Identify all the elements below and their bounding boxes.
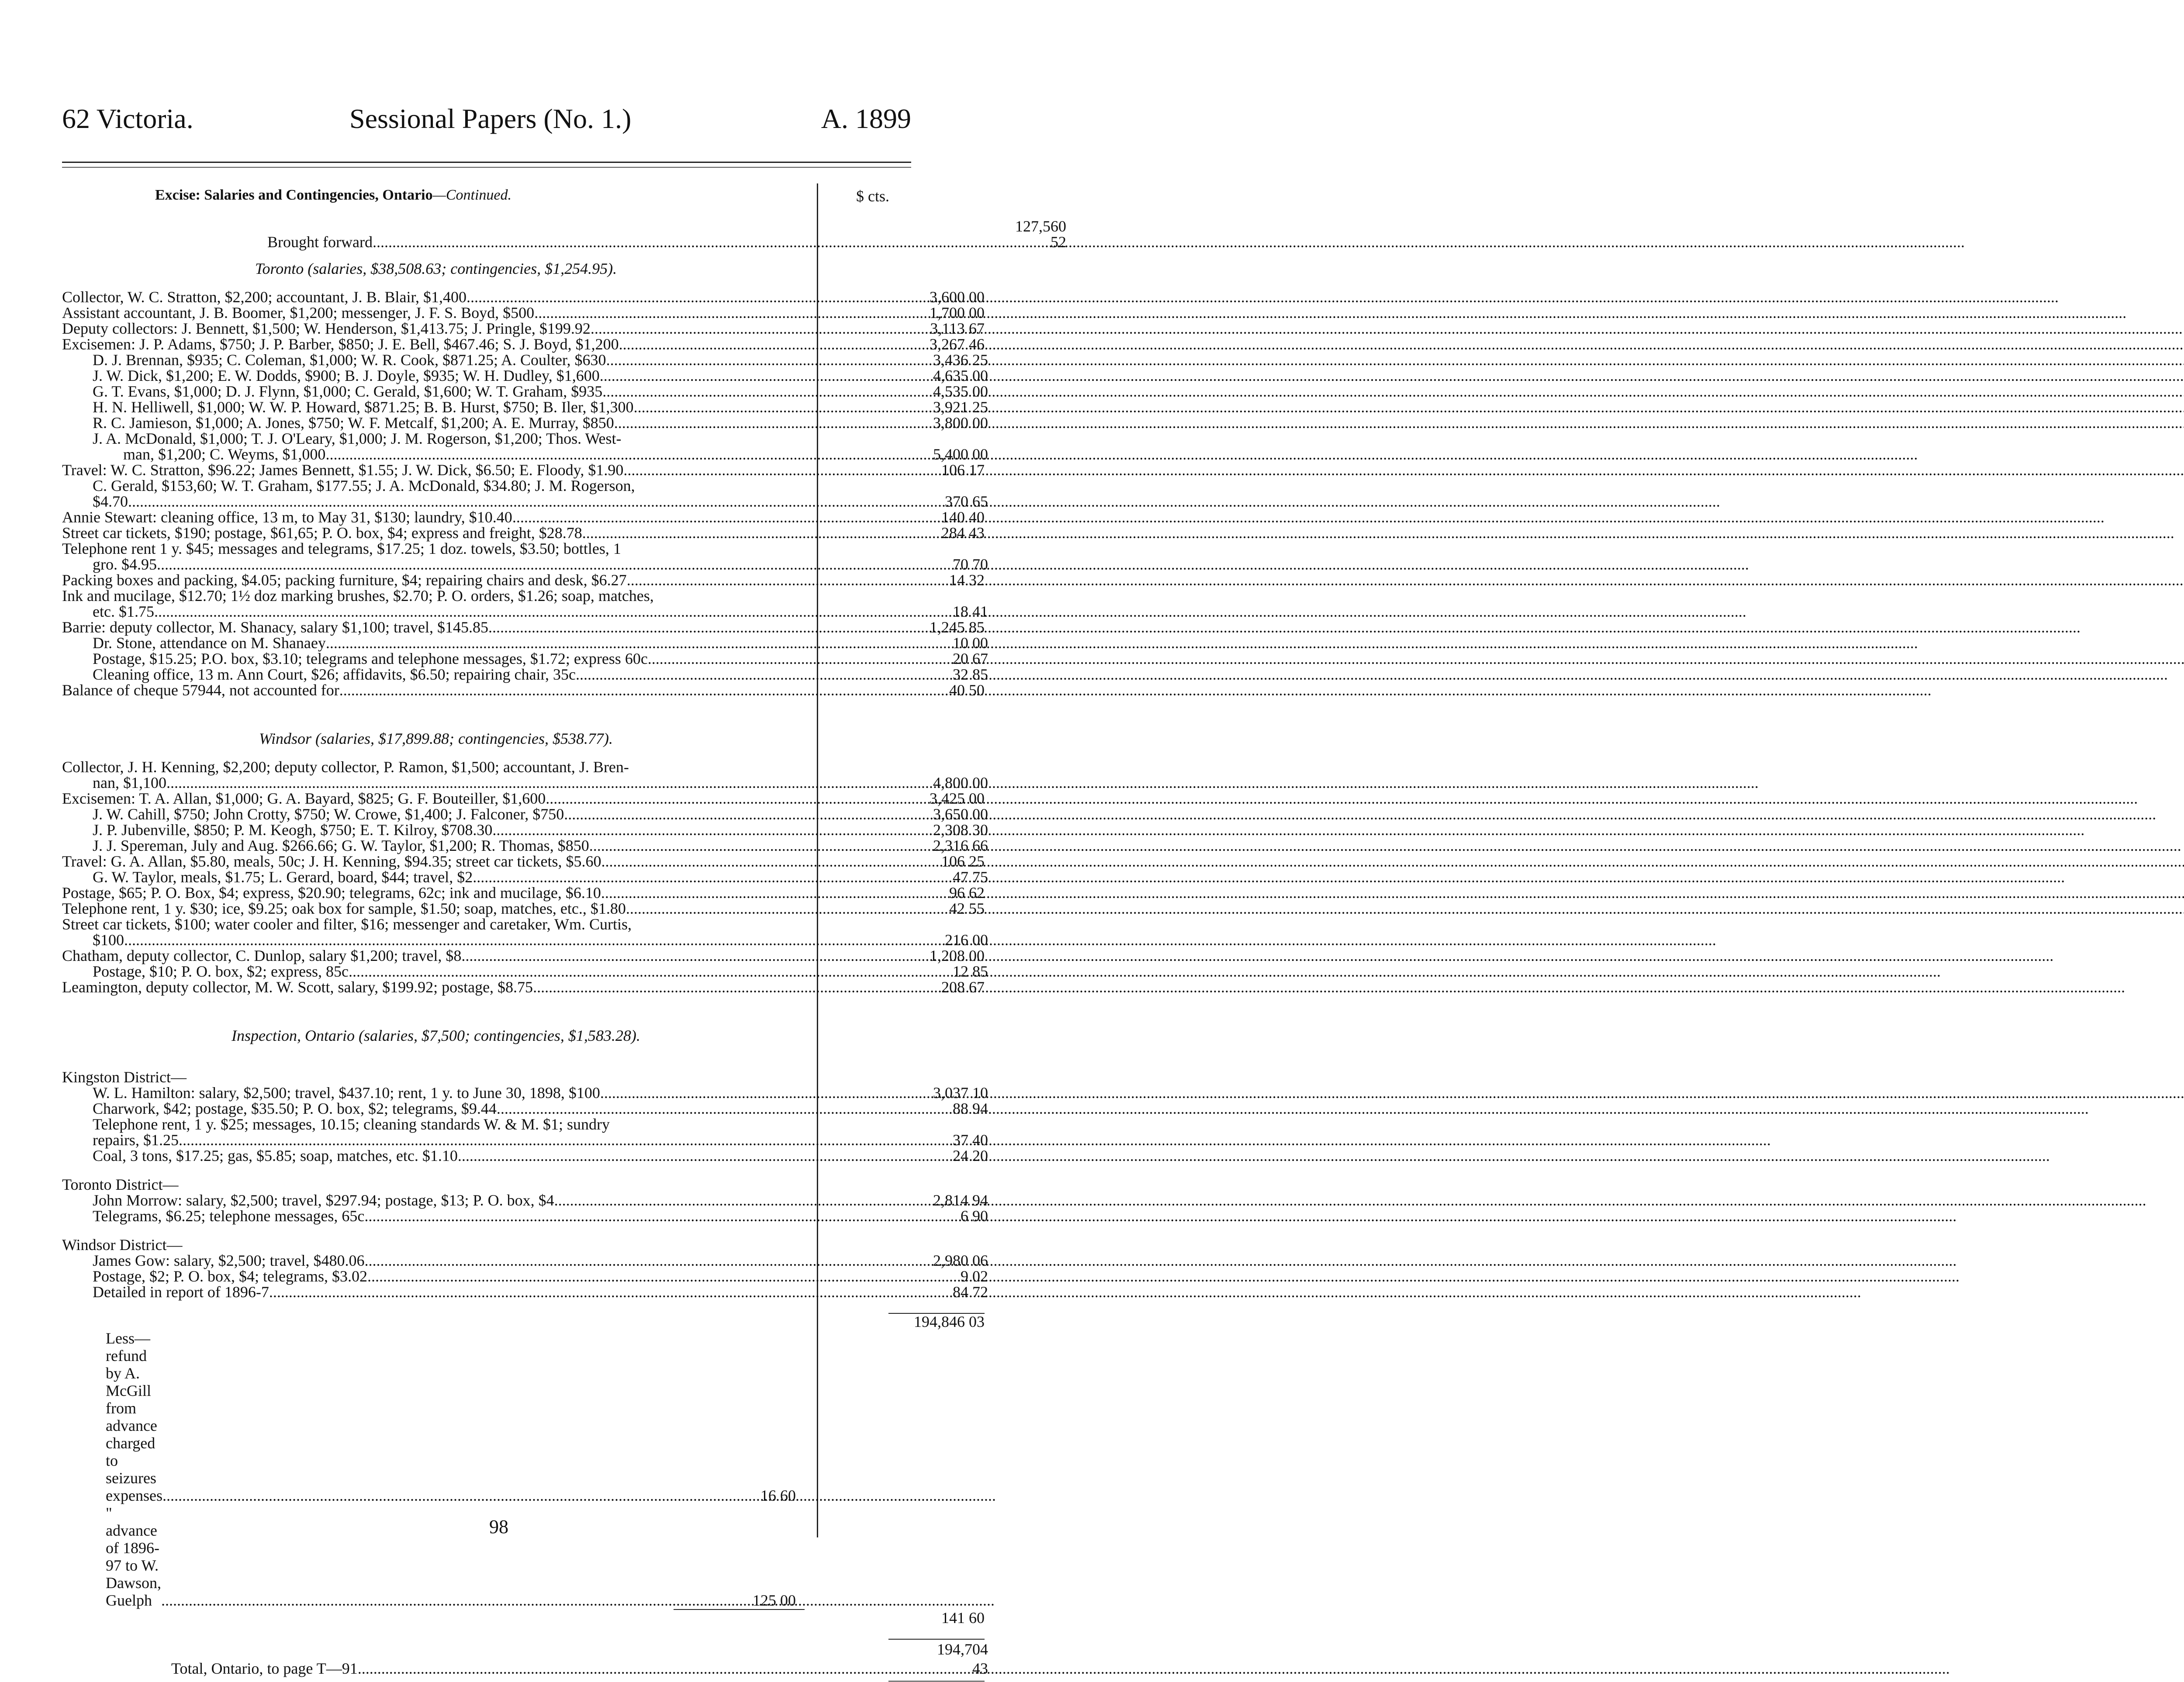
ledger-row-text bbox=[62, 446, 871, 462]
section-subheading: Inspection, Ontario (salaries, $7,500; contingencies, $1,583.28). bbox=[232, 1027, 640, 1044]
ledger-row-label: Telephone rent, 1 y. $30; ice, $9.25; oak box for sample, $1.50; soap, matches, etc., $1.80 bbox=[62, 900, 626, 917]
header-title: Sessional Papers (No. 1.) bbox=[349, 103, 632, 134]
ledger-row-label: Travel: W. C. Stratton, $96.22; James Bennett, $1.55; J. W. Dick, $6.50; E. Floody, $1.90 bbox=[62, 461, 624, 479]
district-name bbox=[62, 1237, 988, 1253]
ledger-row-label: Balance of cheque 57944, not accounted for bbox=[62, 681, 339, 699]
ledger-row-text bbox=[62, 667, 840, 682]
ledger-row-label: James Gow: salary, $2,500; travel, $480.06 bbox=[93, 1252, 365, 1269]
leader-dots bbox=[269, 1284, 840, 1300]
ledger-row bbox=[62, 1253, 988, 1268]
ledger-row-amount: 6 90 bbox=[961, 1207, 988, 1225]
ledger-row-label: Telephone rent, 1 y. $25; messages, 10.15; cleaning standards W. & M. $1; sundry bbox=[93, 1116, 610, 1133]
ledger-row-amount: 1,208 00 bbox=[930, 947, 985, 964]
leader-dots bbox=[601, 853, 810, 869]
grand-total-amount: 194,704 43 bbox=[937, 1641, 988, 1677]
header-rule bbox=[62, 162, 911, 163]
leader-dots bbox=[349, 964, 840, 979]
ledger-row-text bbox=[62, 979, 810, 995]
ledger-row-label: C. Gerald, $153,60; W. T. Graham, $177.55; J. A. McDonald, $34.80; J. M. Rogerson, bbox=[93, 477, 635, 494]
ledger-row-label: Ink and mucilage, $12.70; 1½ doz marking brushes, $2.70; P. O. orders, $1.26; soap, matches, bbox=[62, 587, 654, 604]
ledger-row-amount: 18 41 bbox=[953, 603, 988, 620]
ledger-row-amount: 88 94 bbox=[953, 1100, 988, 1117]
ledger-row-label: Charwork, $42; postage, $35.50; P. O. box, $2; telegrams, $9.44 bbox=[93, 1100, 497, 1117]
ledger-row bbox=[62, 791, 988, 806]
ledger-row bbox=[62, 525, 988, 541]
ledger-row-text bbox=[62, 604, 840, 619]
ledger-row-label: Assistant accountant, J. B. Boomer, $1,200; messenger, J. F. S. Boyd, $500 bbox=[62, 304, 535, 321]
deduction-label: Less—refund by A. McGill from advance charged to seizures expenses bbox=[106, 1330, 162, 1504]
ledger-row-label: Leamington, deputy collector, M. W. Scott, salary, $199.92; postage, $8.75 bbox=[62, 978, 533, 996]
ledger-row-label: J. A. McDonald, $1,000; T. J. O'Leary, $1,000; J. M. Rogerson, $1,200; Thos. West- bbox=[93, 430, 622, 447]
district-name-label: Kingston District— bbox=[62, 1068, 187, 1086]
deduction-total-row bbox=[62, 1610, 988, 1626]
leader-dots bbox=[325, 446, 871, 462]
ledger-row-label: J. P. Jubenville, $850; P. M. Keogh, $750; E. T. Kilroy, $708.30 bbox=[93, 821, 493, 839]
brought-forward-row bbox=[62, 218, 1066, 251]
section-subheading: Windsor (salaries, $17,899.88; contingencies, $538.77). bbox=[259, 730, 613, 747]
ledger-row-amount: 42 55 bbox=[949, 900, 985, 917]
ledger-row-label: G. W. Taylor, meals, $1.75; L. Gerard, board, $44; travel, $2 bbox=[93, 868, 473, 886]
ledger-row-amount: 24 20 bbox=[953, 1147, 988, 1164]
ledger-row-amount: 3,267 46 bbox=[930, 335, 985, 353]
ledger-row bbox=[62, 1148, 988, 1164]
leader-dots bbox=[652, 651, 840, 667]
ledger-row-label: Chatham, deputy collector, C. Dunlop, salary $1,200; travel, $8 bbox=[62, 947, 462, 964]
ledger-row-text bbox=[62, 399, 840, 415]
subtotal-amount: 194,846 03 bbox=[914, 1313, 985, 1330]
ledger-row-amount: 106 17 bbox=[941, 461, 985, 479]
ledger-row-text bbox=[62, 1101, 840, 1116]
ledger-row-text bbox=[62, 572, 810, 588]
ledger-row-label: Packing boxes and packing, $4.05; packing furniture, $4; repairing chairs and desk, $6.27 bbox=[62, 571, 627, 589]
ledger-row bbox=[62, 305, 988, 321]
ledger-row-amount: 2,316 66 bbox=[933, 837, 988, 854]
ledger-row-label: Detailed in report of 1896-7 bbox=[93, 1283, 269, 1301]
ledger-row-label: Dr. Stone, attendance on M. Shanaey bbox=[93, 634, 326, 652]
ledger-row-text bbox=[62, 415, 840, 431]
ledger-row bbox=[62, 431, 988, 446]
ledger-row-text bbox=[62, 885, 810, 901]
ledger-row-label: W. L. Hamilton: salary, $2,500; travel, $437.10; rent, 1 y. to June 30, 1898, $100 bbox=[93, 1084, 600, 1102]
ledger-row-text bbox=[62, 916, 810, 932]
ledger-row-amount: 37 40 bbox=[953, 1131, 988, 1149]
ledger-row bbox=[62, 838, 988, 853]
ledger-row bbox=[62, 759, 988, 775]
ledger-row bbox=[62, 775, 988, 791]
ledger-row-label: Telegrams, $6.25; telephone messages, 65c bbox=[93, 1207, 365, 1225]
ledger-row-text bbox=[62, 509, 810, 525]
ledger-row-amount: 284 43 bbox=[941, 524, 985, 542]
ledger-row bbox=[62, 289, 988, 305]
ledger-row-text bbox=[62, 478, 819, 494]
ledger-row-label: Postage, $2; P. O. box, $4; telegrams, $3.02 bbox=[93, 1268, 367, 1285]
ledger-row-amount: 3,600 00 bbox=[930, 288, 985, 306]
ledger-row-amount: 1,245 85 bbox=[930, 618, 985, 636]
ledger-row-label: Excisemen: J. P. Adams, $750; J. P. Barber, $850; J. E. Bell, $467.46; S. J. Boyd, $1,200 bbox=[62, 335, 619, 353]
header-year: A. 1899 bbox=[821, 103, 911, 134]
leader-dots bbox=[367, 1268, 840, 1284]
ledger-row bbox=[62, 352, 988, 368]
ledger-row bbox=[62, 462, 988, 478]
ledger-row-text bbox=[62, 383, 840, 399]
ledger-row bbox=[62, 1268, 988, 1284]
leader-dots bbox=[157, 556, 840, 572]
ledger-row bbox=[62, 964, 988, 979]
ledger-row-label: Postage, $10; P. O. box, $2; express, 85c bbox=[93, 963, 349, 980]
ledger-row-text bbox=[62, 682, 810, 698]
ledger-row bbox=[62, 885, 988, 901]
ledger-row-amount: 2,814 94 bbox=[933, 1192, 988, 1209]
ledger-row-label: Cleaning office, 13 m. Ann Court, $26; affidavits, $6.50; repairing chair, 35c bbox=[93, 666, 576, 683]
ledger-row bbox=[62, 399, 988, 415]
ledger-row-label: J. W. Dick, $1,200; E. W. Dodds, $900; B. J. Doyle, $935; W. H. Dudley, $1,600 bbox=[93, 367, 600, 384]
ledger-row-amount: 4,535 00 bbox=[933, 383, 988, 400]
subtotal-row bbox=[62, 1314, 988, 1330]
ledger-row-amount: 140 40 bbox=[941, 508, 985, 526]
ledger-row-amount: 208 67 bbox=[941, 978, 985, 996]
district-name-text bbox=[62, 1069, 810, 1085]
ledger-row bbox=[62, 932, 988, 948]
ledger-row-text bbox=[62, 838, 840, 853]
leader-dots bbox=[467, 289, 810, 305]
ledger-row-label: R. C. Jamieson, $1,000; A. Jones, $750; W. F. Metcalf, $1,200; A. E. Murray, $850 bbox=[93, 414, 614, 432]
ledger-row-text bbox=[62, 1132, 840, 1148]
leader-dots bbox=[576, 667, 840, 682]
deduction-row bbox=[62, 1330, 988, 1504]
ledger-row-amount: 20 67 bbox=[953, 650, 988, 667]
leader-dots bbox=[533, 979, 810, 995]
ledger-row-amount: 9 02 bbox=[961, 1268, 988, 1285]
leader-dots bbox=[534, 305, 810, 321]
header-session: 62 Victoria. bbox=[62, 103, 194, 134]
leader-dots bbox=[365, 1253, 840, 1268]
deduction-amount: 125 00 bbox=[753, 1592, 796, 1609]
amount-column-header: $ cts. bbox=[856, 187, 889, 205]
ledger-row-text bbox=[62, 822, 840, 838]
district-name bbox=[62, 1069, 988, 1085]
leader-dots bbox=[364, 1208, 840, 1224]
ledger-row-label: etc. $1.75 bbox=[93, 603, 154, 620]
district-name bbox=[62, 1177, 988, 1192]
ledger-row-label: Annie Stewart: cleaning office, 13 m, to May 31, $130; laundry, $10.40 bbox=[62, 508, 512, 526]
leader-dots bbox=[358, 1659, 919, 1678]
ledger-row-text bbox=[62, 1085, 840, 1101]
ledger-row bbox=[62, 415, 988, 431]
ledger-row-label: Coal, 3 tons, $17.25; gas, $5.85; soap, matches, etc. $1.10 bbox=[93, 1147, 458, 1164]
ledger-row-amount: 70 70 bbox=[953, 556, 988, 573]
leader-dots bbox=[128, 494, 840, 509]
ledger-row-text bbox=[62, 336, 810, 352]
header-rule-secondary bbox=[62, 167, 911, 168]
ledger-row-amount: 216 00 bbox=[945, 931, 988, 949]
ledger-row bbox=[62, 853, 988, 869]
leader-dots bbox=[591, 321, 810, 336]
ledger-row-label: Street car tickets, $190; postage, $61,65; P. O. box, $4; express and freight, $28.78 bbox=[62, 524, 582, 542]
deduction-total-amount: 141 60 bbox=[941, 1609, 985, 1627]
ledger-row-label: J. J. Spereman, July and Aug. $266.66; G. W. Taylor, $1,200; R. Thomas, $850 bbox=[93, 837, 589, 854]
ledger-row bbox=[62, 368, 988, 383]
ledger-row-amount: 40 50 bbox=[949, 681, 985, 699]
leader-dots bbox=[582, 525, 810, 541]
ledger-row-amount: 2,308 30 bbox=[933, 821, 988, 839]
deduction-row bbox=[62, 1504, 988, 1609]
ledger-row-text bbox=[62, 462, 810, 478]
leader-dots bbox=[473, 869, 840, 885]
leader-dots bbox=[546, 791, 810, 806]
leader-dots bbox=[600, 1085, 840, 1101]
ledger-row-text bbox=[62, 651, 840, 667]
leader-dots bbox=[606, 352, 840, 368]
brought-forward-label: Brought forward bbox=[267, 233, 373, 251]
leader-dots bbox=[601, 885, 810, 901]
leader-dots bbox=[600, 368, 840, 383]
ledger-row-text bbox=[62, 932, 840, 948]
ledger-row-amount: 1,700 00 bbox=[930, 304, 985, 321]
leader-dots bbox=[554, 1192, 840, 1208]
page-number: 98 bbox=[489, 1516, 508, 1537]
ledger-row-amount: 4,800 00 bbox=[933, 774, 988, 791]
ledger-row-label: H. N. Helliwell, $1,000; W. W. P. Howard, $871.25; B. B. Hurst, $750; B. Iler, $1,300 bbox=[93, 398, 634, 416]
ledger-row-text bbox=[62, 806, 840, 822]
deduction-text bbox=[62, 1504, 682, 1609]
ledger-row-text bbox=[62, 853, 810, 869]
ledger-row-amount: 370 65 bbox=[945, 493, 988, 510]
ledger-row-amount: 2,980 06 bbox=[933, 1252, 988, 1269]
ledger-row-label: man, $1,200; C. Weyms, $1,000 bbox=[123, 446, 326, 463]
leader-dots bbox=[627, 572, 810, 588]
ledger-row bbox=[62, 556, 988, 572]
ledger-row-amount: 3,921 25 bbox=[933, 398, 988, 416]
ledger-row-amount: 47 75 bbox=[953, 868, 988, 886]
section-title-main: Excise: Salaries and Contingencies, Ontario bbox=[155, 187, 433, 203]
leader-dots bbox=[492, 822, 840, 838]
ledger-row-label: nan, $1,100 bbox=[93, 774, 166, 791]
ledger-row-label: Postage, $15.25; P.O. box, $3.10; telegrams and telephone messages, $1.72; express 60c. bbox=[93, 650, 652, 667]
ledger-row bbox=[62, 321, 988, 336]
ledger-row-text bbox=[62, 368, 840, 383]
ledger-row bbox=[62, 1192, 988, 1208]
leader-dots bbox=[614, 415, 840, 431]
leader-dots bbox=[458, 1148, 840, 1164]
leader-dots bbox=[564, 806, 840, 822]
deduction-amount: 16 60 bbox=[760, 1487, 796, 1504]
ledger-row-text bbox=[62, 964, 840, 979]
ledger-row-amount: 4,635 00 bbox=[933, 367, 988, 384]
ledger-row-text bbox=[62, 791, 810, 806]
leader-dots bbox=[512, 509, 810, 525]
ledger-row-amount: 3,436 25 bbox=[933, 351, 988, 369]
district-name-text bbox=[62, 1237, 810, 1253]
ledger-row bbox=[62, 478, 988, 494]
ledger-row-label: John Morrow: salary, $2,500; travel, $297.94; postage, $13; P. O. box, $4 bbox=[93, 1192, 554, 1209]
leader-dots bbox=[497, 1101, 840, 1116]
ledger-row bbox=[62, 1284, 988, 1300]
deduction-label: " advance of 1896-97 to W. Dawson, Guelph bbox=[106, 1504, 161, 1609]
ledger-row-amount: 3,800 00 bbox=[933, 414, 988, 432]
ledger-row-text bbox=[62, 948, 810, 964]
ledger-row-amount: 10 00 bbox=[953, 634, 988, 652]
ledger-row-text bbox=[62, 1148, 840, 1164]
ledger-row bbox=[62, 541, 988, 556]
ledger-row-text bbox=[62, 305, 810, 321]
ledger-row bbox=[62, 1085, 988, 1101]
ledger-row-amount: 84 72 bbox=[953, 1283, 988, 1301]
ledger-row-text bbox=[62, 635, 840, 651]
grand-total-row bbox=[62, 1640, 988, 1678]
ledger-row-text bbox=[62, 1284, 840, 1300]
brought-forward-text bbox=[62, 234, 1015, 250]
ledger-row bbox=[62, 869, 988, 885]
leader-dots bbox=[602, 383, 840, 399]
leader-dots bbox=[124, 932, 840, 948]
ledger-row bbox=[62, 1132, 988, 1148]
section-subheading: Toronto (salaries, $38,508.63; contingencies, $1,254.95). bbox=[255, 260, 617, 277]
ledger-row-label: Collector, J. H. Kenning, $2,200; deputy collector, P. Ramon, $1,500; accountant, J. Bren- bbox=[62, 758, 629, 776]
ledger-row bbox=[62, 336, 988, 352]
ledger-row-label: G. T. Evans, $1,000; D. J. Flynn, $1,000; C. Gerald, $1,600; W. T. Graham, $935 bbox=[93, 383, 603, 400]
leader-dots bbox=[162, 1487, 996, 1504]
ledger-row bbox=[62, 604, 988, 619]
ledger-row-amount: 14 32 bbox=[949, 571, 985, 589]
document-page bbox=[0, 0, 1066, 1677]
leader-dots bbox=[373, 234, 1015, 250]
leader-dots bbox=[619, 336, 810, 352]
ledger-row-amount: 3,650 00 bbox=[933, 805, 988, 823]
ledger-row-label: $4.70 bbox=[93, 493, 128, 510]
ledger-row-label: Deputy collectors: J. Bennett, $1,500; W. Henderson, $1,413.75; J. Pringle, $199.92 bbox=[62, 320, 591, 337]
ledger-row-label: D. J. Brennan, $935; C. Coleman, $1,000; W. R. Cook, $871.25; A. Coulter, $630 bbox=[93, 351, 606, 369]
ledger-row bbox=[62, 822, 988, 838]
ledger-row bbox=[62, 948, 988, 964]
ledger-row-text bbox=[62, 901, 810, 916]
ledger-row-text bbox=[62, 588, 810, 604]
ledger-row bbox=[62, 667, 988, 682]
leader-dots bbox=[461, 948, 810, 964]
grand-total-text bbox=[62, 1659, 919, 1678]
ledger-row-text bbox=[62, 1268, 840, 1284]
ledger-row-amount: 106 25 bbox=[941, 853, 985, 870]
ledger-row-text bbox=[62, 869, 840, 885]
ledger-row-amount: 3,037 10 bbox=[933, 1084, 988, 1102]
ledger-row-text bbox=[62, 619, 810, 635]
ledger-row bbox=[62, 1208, 988, 1224]
ledger-row-amount: 32 85 bbox=[953, 666, 988, 683]
brought-forward-amount: 127,560 52 bbox=[1015, 218, 1066, 251]
ledger-row-amount: 96 62 bbox=[949, 884, 985, 901]
ledger-row-amount: 5,400 00 bbox=[933, 446, 988, 463]
leader-dots bbox=[339, 682, 810, 698]
ledger-row-label: Travel: G. A. Allan, $5.80, meals, 50c; J. H. Kenning, $94.35; street car tickets, $5.60 bbox=[62, 853, 601, 870]
leader-dots bbox=[161, 1592, 995, 1609]
ledger-row bbox=[62, 635, 988, 651]
ledger-row-text bbox=[62, 321, 810, 336]
ledger-row bbox=[62, 494, 988, 509]
district-name-text bbox=[62, 1177, 810, 1192]
leader-dots bbox=[488, 619, 810, 635]
ledger-row-label: Barrie: deputy collector, M. Shanacy, salary $1,100; travel, $145.85 bbox=[62, 618, 488, 636]
ledger-row bbox=[62, 1116, 988, 1132]
ledger-content bbox=[62, 218, 1066, 1682]
ledger-row bbox=[62, 383, 988, 399]
ledger-row-label: repairs, $1.25 bbox=[93, 1131, 179, 1149]
ledger-row-label: Postage, $65; P. O. Box, $4; express, $20.90; telegrams, 62c; ink and mucilage, $6.10 bbox=[62, 884, 601, 901]
section-title-continued: —Continued. bbox=[432, 187, 512, 203]
ledger-row-label: Street car tickets, $100; water cooler and filter, $16; messenger and caretaker, Wm. Curtis, bbox=[62, 915, 632, 933]
leader-dots bbox=[589, 838, 840, 853]
ledger-row-label: $100 bbox=[93, 931, 124, 949]
ledger-row-amount: 3,113 67 bbox=[930, 320, 985, 337]
ledger-row-text bbox=[62, 494, 840, 509]
ledger-row bbox=[62, 806, 988, 822]
ledger-row-text bbox=[62, 775, 840, 791]
ledger-row-text bbox=[62, 352, 840, 368]
district-name-label: Windsor District— bbox=[62, 1236, 183, 1254]
leader-dots bbox=[623, 462, 810, 478]
ledger-row-text bbox=[62, 289, 810, 305]
ledger-row bbox=[62, 588, 988, 604]
ledger-row bbox=[62, 1101, 988, 1116]
leader-dots bbox=[326, 635, 840, 651]
ledger-row-text bbox=[62, 1208, 840, 1224]
ledger-row bbox=[62, 446, 988, 462]
ledger-row bbox=[62, 901, 988, 916]
ledger-row-label: Collector, W. C. Stratton, $2,200; accountant, J. B. Blair, $1,400 bbox=[62, 288, 467, 306]
ledger-row-label: Excisemen: T. A. Allan, $1,000; G. A. Bayard, $825; G. F. Bouteiller, $1,600 bbox=[62, 790, 546, 807]
ledger-row bbox=[62, 916, 988, 932]
ledger-row-amount: 12 85 bbox=[953, 963, 988, 980]
ledger-row-label: gro. $4.95 bbox=[93, 556, 157, 573]
ledger-row-text bbox=[62, 1253, 840, 1268]
district-name-label: Toronto District— bbox=[62, 1176, 179, 1193]
deduction-text bbox=[62, 1330, 682, 1504]
ledger-row bbox=[62, 572, 988, 588]
ledger-row-text bbox=[62, 525, 810, 541]
ledger-row bbox=[62, 619, 988, 635]
ledger-row bbox=[62, 979, 988, 995]
ledger-row bbox=[62, 682, 988, 698]
ledger-row bbox=[62, 509, 988, 525]
leader-dots bbox=[634, 399, 840, 415]
ledger-row-amount: 3,425 00 bbox=[930, 790, 985, 807]
ledger-row-text bbox=[62, 431, 819, 446]
leader-dots bbox=[166, 775, 840, 791]
grand-total-label: Total, Ontario, to page T—91 bbox=[171, 1660, 358, 1677]
leader-dots bbox=[626, 901, 810, 916]
leader-dots bbox=[179, 1132, 840, 1148]
ledger-row bbox=[62, 651, 988, 667]
ledger-row-label: J. W. Cahill, $750; John Crotty, $750; W. Crowe, $1,400; J. Falconer, $750 bbox=[93, 805, 564, 823]
ledger-row-text bbox=[62, 759, 810, 775]
ledger-row-label: Telephone rent 1 y. $45; messages and telegrams, $17.25; 1 doz. towels, $3.50; bottles, 1 bbox=[62, 540, 621, 557]
ledger-row-text bbox=[62, 556, 840, 572]
ledger-row-text bbox=[62, 1116, 819, 1132]
leader-dots bbox=[154, 604, 840, 619]
section-title bbox=[155, 187, 511, 204]
ledger-row-text bbox=[62, 1192, 840, 1208]
ledger-row-text bbox=[62, 541, 810, 556]
